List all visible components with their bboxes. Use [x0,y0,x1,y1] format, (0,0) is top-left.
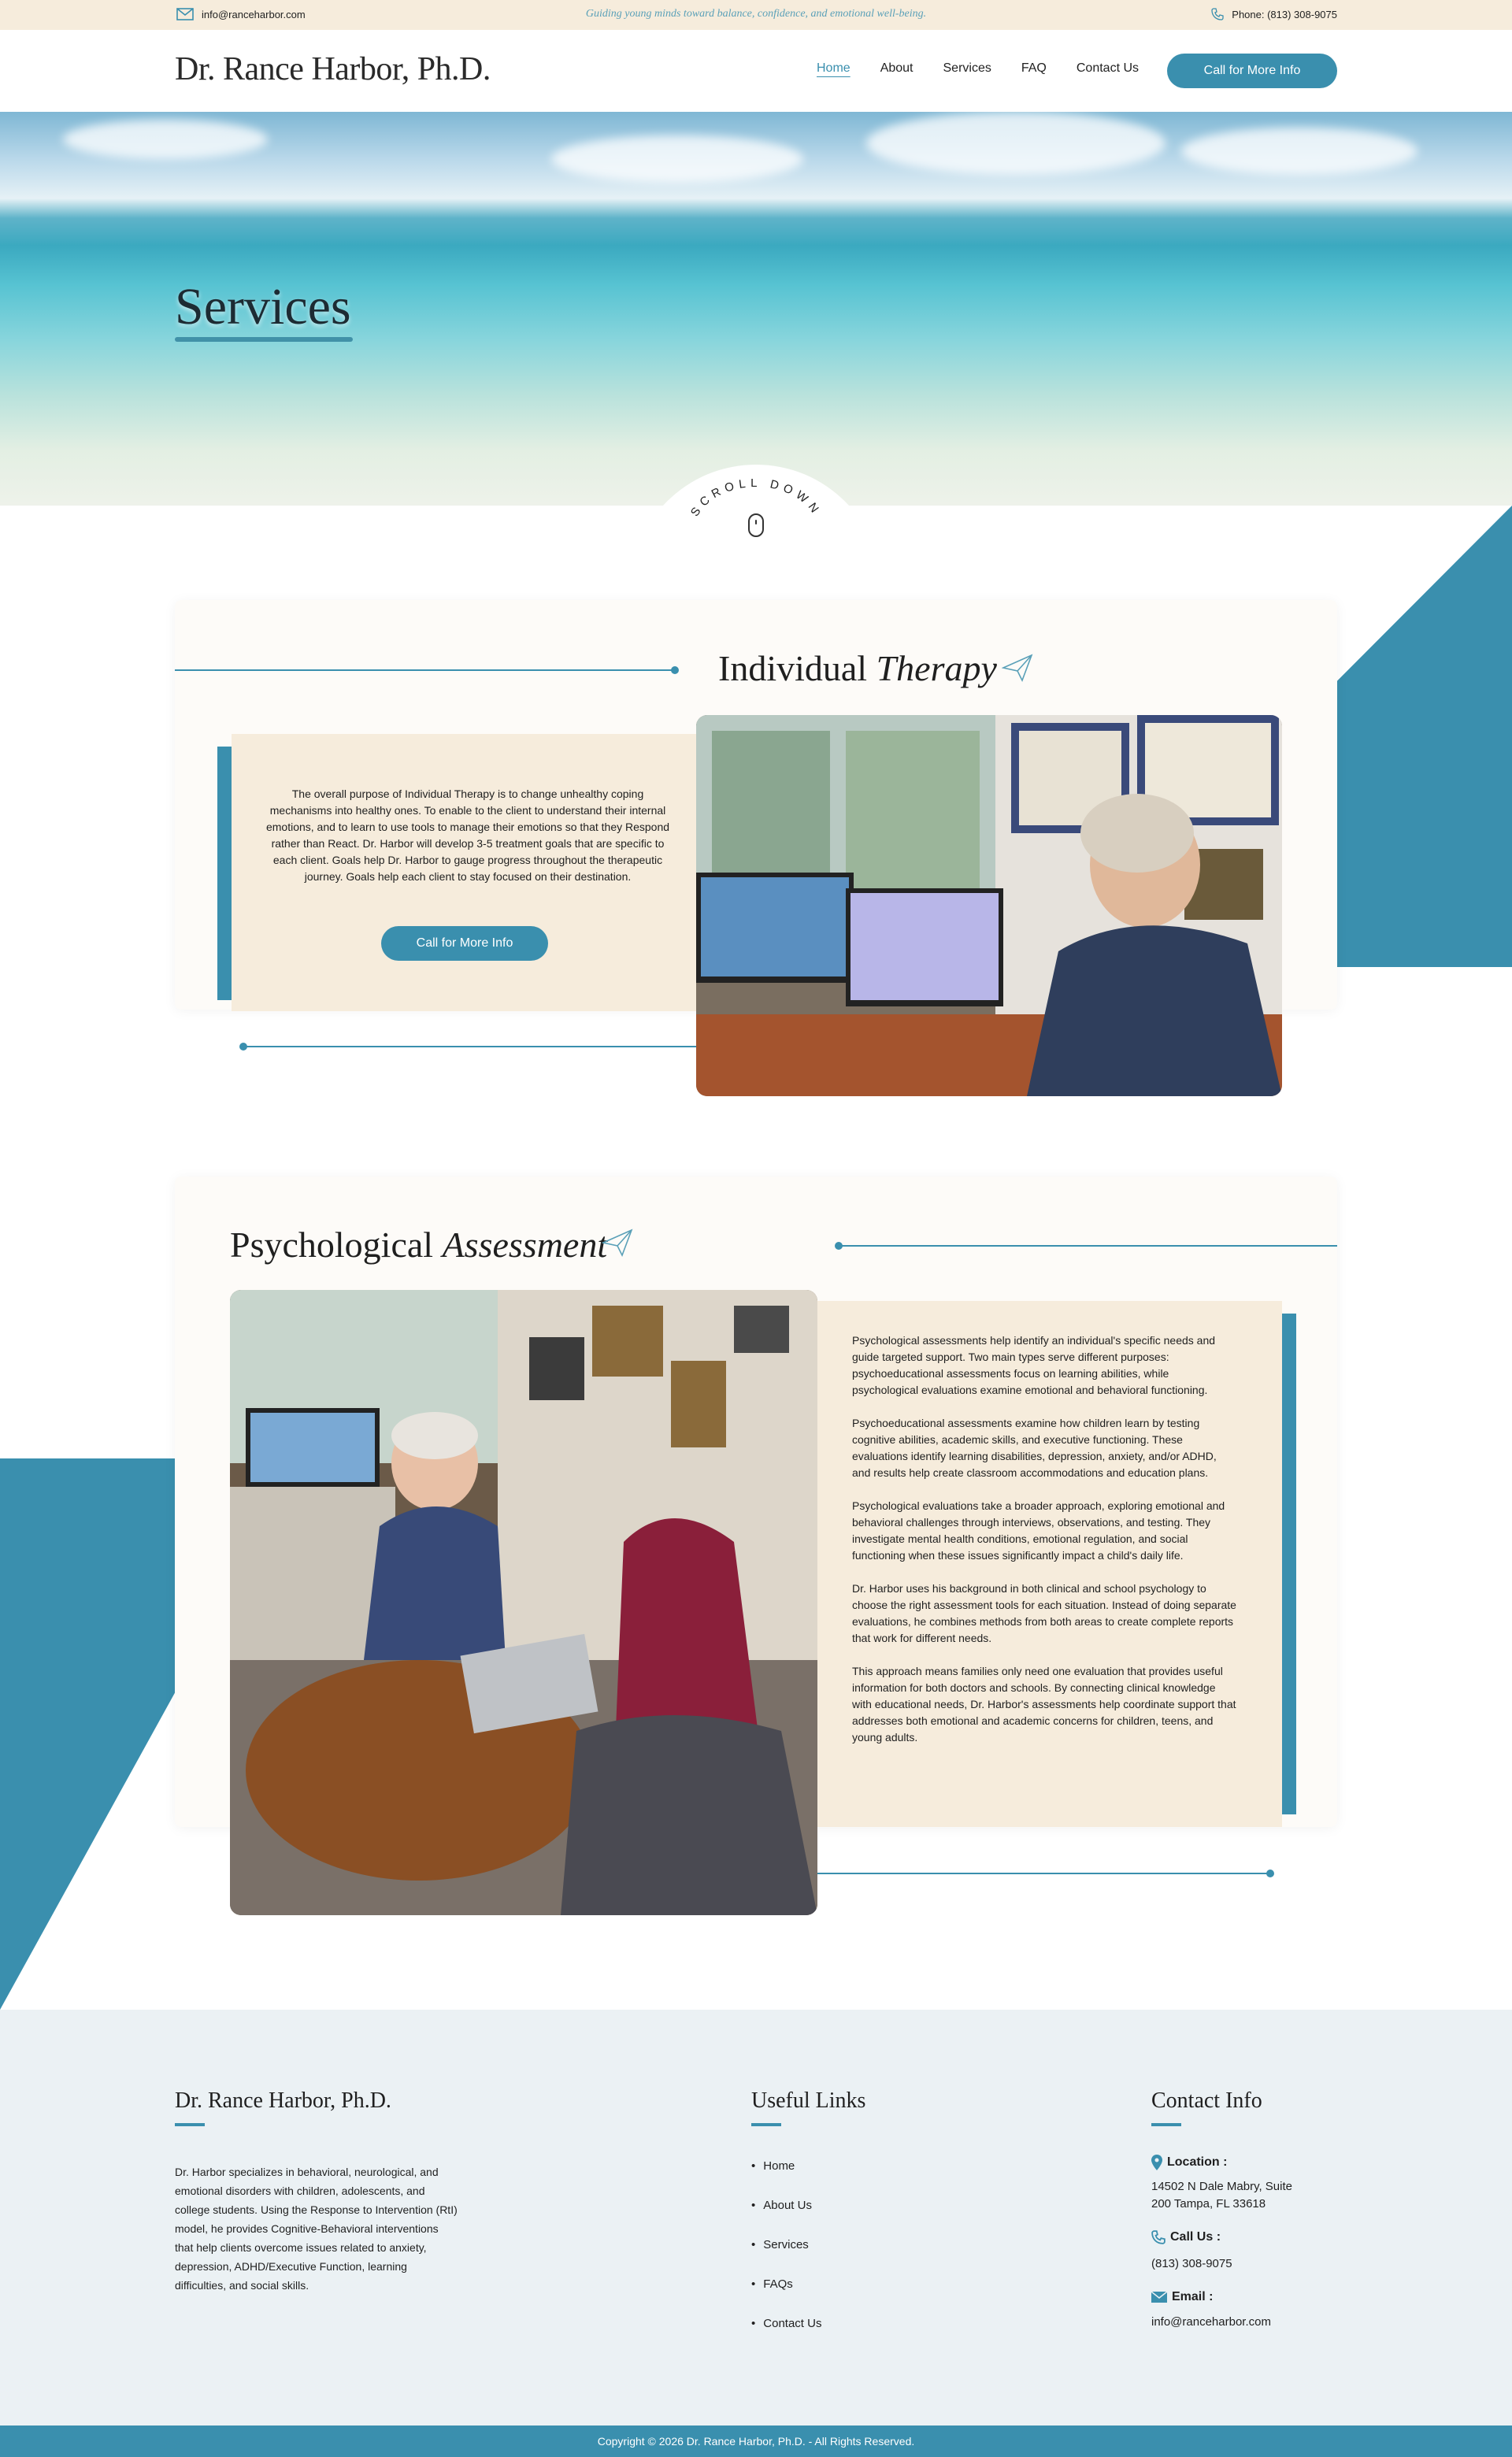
assessment-photo-illustration [230,1290,817,1915]
nav-contact[interactable]: Contact Us [1076,61,1140,75]
address-line-2: 200 Tampa, FL 33618 [1151,2197,1266,2211]
divider-line [839,1245,1337,1247]
assessment-paragraph: This approach means families only need one evaluation that provides useful information for both doctors and schools. By connecting clinical knowledge with educational needs, Dr. Harbor's assessments help coordinate support that addresses both emotional and academic concerns for children, teens, and young adults. [852,1665,1236,1744]
footer-title-underline [175,2123,205,2126]
divider-dot [1266,1870,1274,1877]
nav-services[interactable]: Services [943,61,991,75]
paper-plane-icon [602,1228,633,1257]
divider-line [817,1873,1268,1874]
nav-about[interactable]: About [880,61,914,75]
decorative-triangle-right [1337,506,1512,967]
topbar-phone-text: Phone: (813) 308-9075 [1232,8,1337,20]
assessment-paragraph: Psychoeducational assessments examine how children learn by testing cognitive abilities, academic skills, and executive functioning. These evaluations identify learning disabilities, depression, anxiety, and/or ADHD, and results help create classroom accommodations and education plans. [852,1417,1217,1479]
decorative-triangle-left [0,1458,176,2010]
hero-cloud [1181,128,1418,175]
site-header [0,30,1512,112]
individual-cta-button[interactable]: Call for More Info [381,926,548,961]
call-label-text: Call Us : [1170,2230,1221,2244]
individual-therapy-title [718,647,997,689]
title-plain: Individual [718,648,868,688]
phone-icon [1151,2230,1166,2244]
top-bar [0,0,1512,30]
psychological-assessment-textbox [817,1301,1282,1827]
topbar-tagline: Guiding young minds toward balance, confidence, and emotional well-being. [585,8,927,20]
mail-icon [1151,2292,1167,2303]
page-title: Services [175,278,351,335]
title-plain: Psychological [230,1225,434,1265]
assessment-paragraph: Dr. Harbor uses his background in both clinical and school psychology to choose the right assessment tools for each situation. Instead of doing separate evaluations, he combines methods from both areas to create complete reports that work for different needs. [852,1582,1236,1644]
paper-plane-icon [1002,654,1033,682]
title-italic: Therapy [876,648,997,688]
topbar-email-text: info@ranceharbor.com [202,8,306,20]
footer-title-underline [1151,2123,1181,2126]
location-value [1151,2178,1292,2213]
footer-links-title: Useful Links [751,2088,866,2113]
individual-therapy-body: The overall purpose of Individual Therapy is to change unhealthy coping mechanisms into healthy ones. To enable to the client to understand their internal emotions, and to learn to use tools to manage their emotions so that they Respond rather than React. Dr. Harbor will develop 3-5 treatment goals that are specific to each client. Goals help Dr. Harbor to gauge progress throughout the therapeutic journey. Goals help each client to stay focused on their destination. [265,788,670,883]
footer-contact-title: Contact Info [1151,2088,1262,2113]
hero-cloud [866,112,1166,175]
footer-links-list [751,2147,821,2344]
accent-bar [1282,1314,1296,1814]
call-label [1151,2230,1221,2244]
title-italic: Assessment [442,1225,608,1265]
footer-link-about[interactable]: • About Us [751,2186,821,2225]
mouse-icon[interactable] [748,513,764,537]
email-value[interactable]: info@ranceharbor.com [1151,2315,1271,2329]
divider-line [175,669,673,671]
topbar-phone-link[interactable] [1211,8,1337,20]
assessment-paragraph: Psychological assessments help identify an individual's specific needs and guide targeted support. Two main types serve different purposes: psychoeducational assessments focus on learning abilities, while psychological evaluations examine emotional and behavioral functioning. [852,1334,1216,1396]
footer-title-underline [751,2123,781,2126]
page-title-underline [175,337,353,342]
copyright-bar: Copyright © 2026 Dr. Rance Harbor, Ph.D. - All Rights Reserved. [0,2426,1512,2457]
header-cta-button[interactable]: Call for More Info [1167,54,1337,88]
office-photo-assessment [230,1290,817,1915]
footer-about-text: Dr. Harbor specializes in behavioral, neurological, and emotional disorders with children, adolescents, and college students. Using the Response to Intervention (RtI) model, he provides Cognitive-Behavioral interventions that help clients overcome issues related to anxiety, depression, ADHD/Executive Function, learning difficulties, and social skills. [175,2166,458,2292]
site-logo[interactable]: Dr. Rance Harbor, Ph.D. [175,51,491,87]
footer-link-faqs[interactable]: • FAQs [751,2265,821,2304]
divider-line [244,1046,698,1047]
footer-link-home[interactable]: • Home [751,2147,821,2186]
office-photo-computer [696,715,1282,1096]
phone-icon [1211,8,1224,20]
location-label-text: Location : [1167,2155,1228,2169]
location-label [1151,2155,1227,2170]
hero-banner [0,112,1512,506]
email-label [1151,2290,1213,2304]
scroll-down-text: SCROLL DOWN [687,479,825,520]
footer-link-contact[interactable]: • Contact Us [751,2304,821,2344]
individual-therapy-textbox [232,734,704,1011]
office-photo-illustration [696,715,1282,1096]
assessment-paragraph: Psychological evaluations take a broader approach, exploring emotional and behavioral challenges through interviews, observations, and testing. They investigate mental health conditions, emotional regulation, and social functioning when these issues significantly impact a child's daily life. [852,1499,1225,1562]
nav-home[interactable]: Home [817,61,850,75]
call-value[interactable]: (813) 308-9075 [1151,2257,1232,2270]
nav-faq[interactable]: FAQ [1021,61,1047,75]
hero-cloud [551,135,803,183]
hero-cloud [63,120,268,159]
divider-dot [671,666,679,674]
accent-bar [217,747,232,1000]
email-label-text: Email : [1172,2290,1214,2303]
address-line-1: 14502 N Dale Mabry, Suite [1151,2180,1292,2193]
footer-link-services[interactable]: • Services [751,2225,821,2265]
psychological-assessment-title [230,1224,607,1266]
site-footer [0,2010,1512,2426]
assessment-body [852,1332,1238,1746]
location-pin-icon [1151,2155,1162,2170]
footer-brand-title: Dr. Rance Harbor, Ph.D. [175,2088,391,2113]
main-nav [802,61,1154,76]
